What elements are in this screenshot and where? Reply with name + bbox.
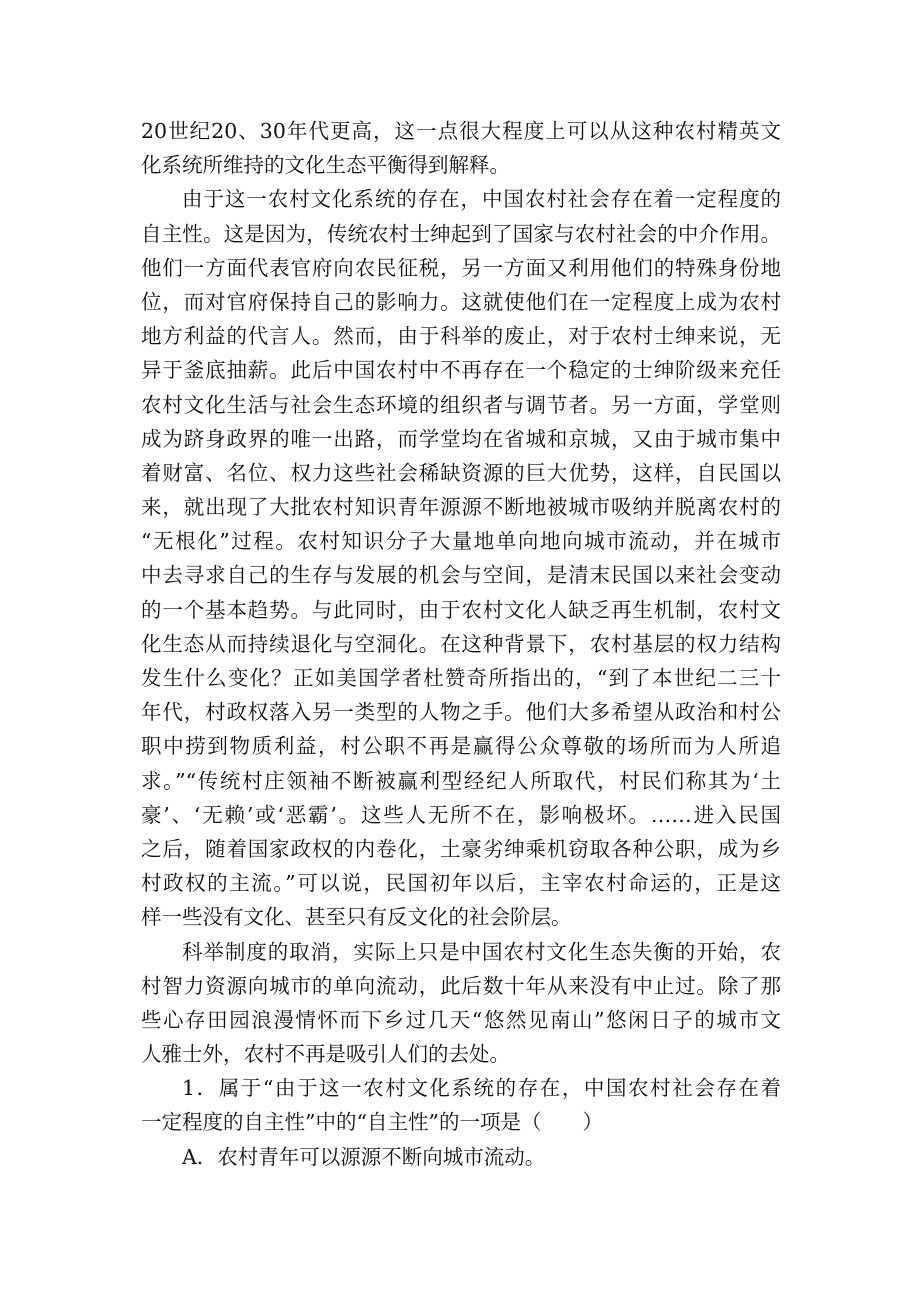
question-1: [141, 1071, 781, 1139]
text-line: 职中捞到物质利益，村公职不再是赢得公众尊敬的场所而为人所追: [141, 734, 781, 759]
paragraph-2: [141, 182, 781, 934]
text-line: 些心存田园浪漫情怀而下乡过几天“悠然见南山”悠闲日子的城市文: [141, 1007, 781, 1032]
text-line: 化生态从而持续退化与空洞化。在这种背景下，农村基层的权力结构: [141, 631, 781, 656]
text-line: 化系统所维持的文化生态平衡得到解释。: [141, 153, 510, 178]
text-line: 由于这一农村文化系统的存在，中国农村社会存在着一定程度的: [182, 187, 781, 212]
text-line: 年代，村政权落入另一类型的人物之手。他们大多希望从政治和村公: [141, 700, 781, 725]
question-stem-line: 一定程度的自主性”中的“自主性”的一项是（ ）: [141, 1110, 603, 1135]
text-line: “无根化”过程。农村知识分子大量地单向地向城市流动，并在城市: [141, 529, 781, 554]
paragraph-3: [141, 935, 781, 1072]
text-line: 他们一方面代表官府向农民征税，另一方面又利用他们的特殊身份地: [141, 255, 781, 280]
text-line: 来，就出现了大批农村知识青年源源不断地被城市吸纳并脱离农村的: [141, 495, 781, 520]
text-line: 异于釜底抽薪。此后中国农村中不再存在一个稳定的士绅阶级来充任: [141, 358, 781, 383]
text-line: 位，而对官府保持自己的影响力。这就使他们在一定程度上成为农村: [141, 289, 781, 314]
document-page: [141, 114, 781, 1174]
text-line: 着财富、名位、权力这些社会稀缺资源的巨大优势，这样，自民国以: [141, 460, 781, 485]
text-line: 人雅士外，农村不再是吸引人们的去处。: [141, 1042, 510, 1067]
text-line: 科举制度的取消，实际上只是中国农村文化生态失衡的开始，农: [182, 939, 781, 964]
text-line: 地方利益的代言人。然而，由于科举的废止，对于农村士绅来说，无: [141, 324, 781, 349]
text-line: 之后，随着国家政权的内卷化，土豪劣绅乘机窃取各种公职，成为乡: [141, 836, 781, 861]
text-line: 村政权的主流。”可以说，民国初年以后，主宰农村命运的，正是这: [141, 871, 781, 896]
question-stem-line: 1．属于“由于这一农村文化系统的存在，中国农村社会存在着: [182, 1076, 781, 1101]
text-line: 村智力资源向城市的单向流动，此后数十年从来没有中止过。除了那: [141, 973, 781, 998]
text-line: 成为跻身政界的唯一出路，而学堂均在省城和京城，又由于城市集中: [141, 426, 781, 451]
answer-option-a: [141, 1140, 781, 1174]
text-line: 农村文化生活与社会生态环境的组织者与调节者。另一方面，学堂则: [141, 392, 781, 417]
text-line: 20世纪20、30年代更高，这一点很大程度上可以从这种农村精英文: [141, 119, 781, 143]
text-line: 自主性。这是因为，传统农村士绅起到了国家与农村社会的中介作用。: [141, 221, 781, 246]
text-line: 中去寻求自己的生存与发展的机会与空间，是清末民国以来社会变动: [141, 563, 781, 588]
text-line: 豪’、‘无赖’或‘恶霸’。这些人无所不在，影响极坏。……进入民国: [141, 802, 781, 827]
text-line: 发生什么变化？正如美国学者杜赞奇所指出的，“到了本世纪二三十: [141, 666, 781, 690]
text-line: 样一些没有文化、甚至只有反文化的社会阶层。: [141, 905, 572, 930]
paragraph-1: [141, 114, 781, 182]
text-line: 求。”“传统村庄领袖不断被赢利型经纪人所取代，村民们称其为‘土: [141, 768, 781, 793]
option-a-text: A．农村青年可以源源不断向城市流动。: [182, 1144, 546, 1169]
text-line: 的一个基本趋势。与此同时，由于农村文化人缺乏再生机制，农村文: [141, 597, 781, 622]
